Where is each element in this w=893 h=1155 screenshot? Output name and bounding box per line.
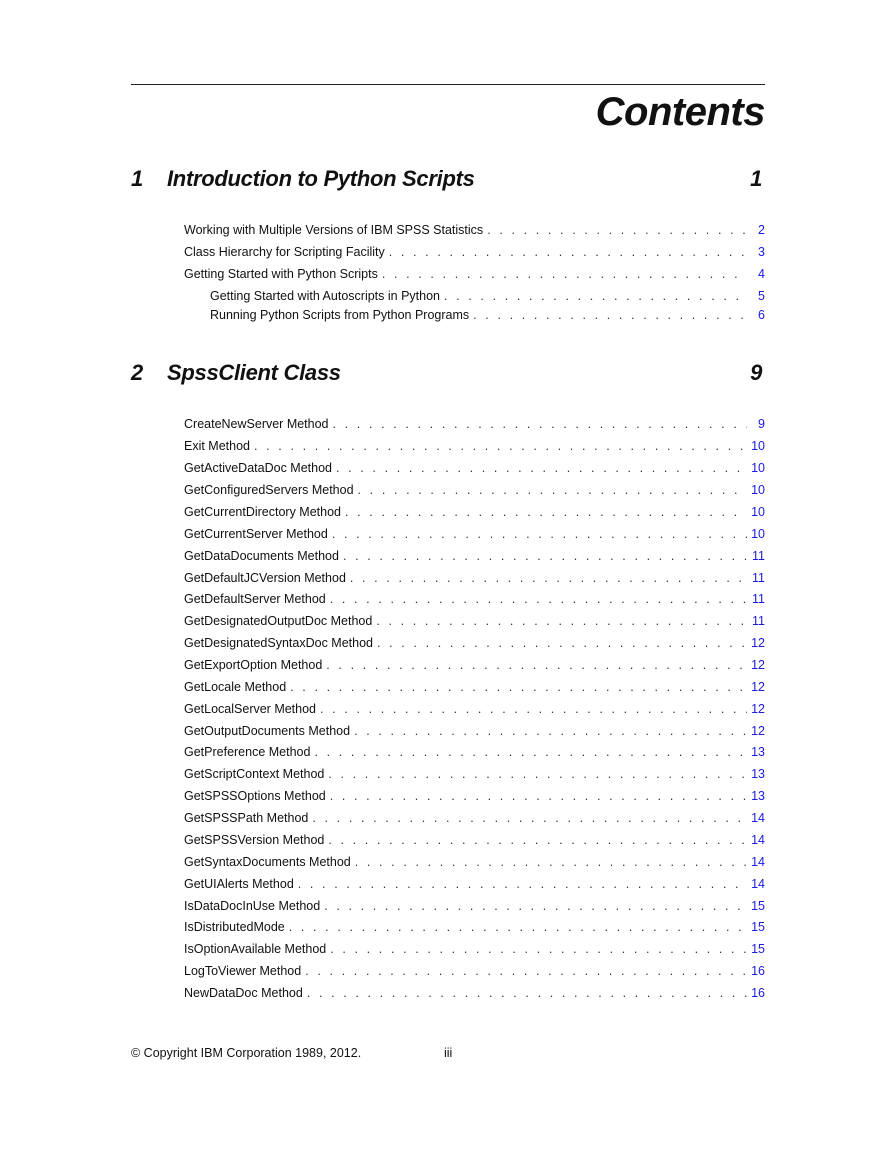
dot-leader — [330, 942, 747, 956]
dot-leader — [345, 505, 747, 519]
toc-entry[interactable] — [184, 525, 765, 543]
toc-entry-page-link[interactable]: 11 — [752, 614, 765, 628]
toc-entry[interactable] — [184, 962, 765, 980]
dot-leader — [312, 811, 747, 825]
toc-entry[interactable] — [184, 700, 765, 718]
toc-entry-label: Getting Started with Python Scripts — [184, 267, 378, 281]
toc-entry-page-link[interactable]: 12 — [751, 702, 765, 716]
toc-entry-page-link[interactable]: 14 — [751, 877, 765, 891]
toc-entry-page-link[interactable]: 12 — [751, 636, 765, 650]
toc-entry[interactable] — [184, 634, 765, 652]
toc-entry-page-link[interactable]: 12 — [751, 724, 765, 738]
toc-entry-label: GetDefaultServer Method — [184, 592, 326, 606]
chapter-page: 1 — [750, 166, 762, 191]
dot-leader — [289, 920, 747, 934]
toc-entry-label: GetSPSSVersion Method — [184, 833, 325, 847]
toc-entry-page-link[interactable]: 15 — [751, 920, 765, 934]
toc-entry-label: GetDesignatedOutputDoc Method — [184, 614, 373, 628]
toc-entry-label: GetCurrentDirectory Method — [184, 505, 342, 519]
chapter-title: Introduction to Python Scripts — [167, 166, 475, 191]
toc-entry[interactable] — [184, 918, 765, 936]
dot-leader — [389, 245, 747, 259]
dot-leader — [298, 877, 747, 891]
dot-leader — [314, 745, 747, 759]
dot-leader — [332, 527, 747, 541]
dot-leader — [307, 986, 747, 1000]
toc-entry[interactable] — [184, 221, 765, 239]
toc-entry[interactable] — [184, 678, 765, 696]
copyright-notice: © Copyright IBM Corporation 1989, 2012. — [131, 1046, 362, 1060]
toc-entry-page-link[interactable]: 4 — [758, 267, 765, 281]
dot-leader — [444, 289, 747, 303]
dot-leader — [330, 592, 747, 606]
dot-leader — [355, 855, 747, 869]
dot-leader — [354, 724, 747, 738]
toc-entry-page-link[interactable]: 11 — [752, 549, 765, 563]
dot-leader — [473, 308, 747, 322]
dot-leader — [330, 789, 747, 803]
toc-entry[interactable] — [184, 809, 765, 827]
toc-entry[interactable] — [184, 743, 765, 761]
toc-entry-page-link[interactable]: 12 — [751, 658, 765, 672]
dot-leader — [358, 483, 747, 497]
dot-leader — [343, 549, 747, 563]
toc-entry[interactable] — [184, 765, 765, 783]
toc-entry[interactable] — [184, 831, 765, 849]
toc-entry-page-link[interactable]: 15 — [751, 899, 765, 913]
toc-entry-label: GetConfiguredServers Method — [184, 483, 354, 497]
toc-entry-page-link[interactable]: 15 — [751, 942, 765, 956]
dot-leader — [324, 899, 747, 913]
chapter-heading-2[interactable] — [131, 360, 765, 388]
toc-entry-page-link[interactable]: 12 — [751, 680, 765, 694]
toc-entry-label: Getting Started with Autoscripts in Python — [210, 289, 440, 303]
chapter-title: SpssClient Class — [167, 360, 341, 385]
chapter-page: 9 — [750, 360, 762, 385]
dot-leader — [328, 767, 747, 781]
toc-entry-page-link[interactable]: 14 — [751, 855, 765, 869]
toc-entry-page-link[interactable]: 14 — [751, 833, 765, 847]
toc-entry[interactable] — [184, 481, 765, 499]
toc-entry-label: GetUIAlerts Method — [184, 877, 294, 891]
toc-entry-label: Class Hierarchy for Scripting Facility — [184, 245, 385, 259]
toc-entry-page-link[interactable]: 13 — [751, 789, 765, 803]
chapter-number: 1 — [131, 166, 143, 191]
toc-entry[interactable] — [184, 853, 765, 871]
toc-entry[interactable] — [184, 569, 765, 587]
page-number: iii — [444, 1046, 453, 1060]
toc-entry-label: CreateNewServer Method — [184, 417, 329, 431]
dot-leader — [376, 614, 747, 628]
toc-entry-label: Working with Multiple Versions of IBM SPSS Statistics — [184, 223, 484, 237]
dot-leader — [305, 964, 747, 978]
dot-leader — [320, 702, 747, 716]
toc-entry-page-link[interactable]: 5 — [758, 289, 765, 303]
toc-entry-page-link[interactable]: 10 — [751, 505, 765, 519]
toc-entry[interactable] — [184, 984, 765, 1002]
toc-entry-label: GetScriptContext Method — [184, 767, 325, 781]
toc-entry[interactable] — [184, 875, 765, 893]
toc-entry[interactable] — [184, 503, 765, 521]
toc-entry[interactable] — [184, 722, 765, 740]
toc-entry[interactable] — [184, 415, 765, 433]
toc-entry-page-link[interactable]: 10 — [751, 527, 765, 541]
toc-entry-page-link[interactable]: 11 — [752, 592, 765, 606]
toc-entry-label: IsDataDocInUse Method — [184, 899, 321, 913]
toc-entry-label: GetSPSSOptions Method — [184, 789, 326, 803]
toc-entry-page-link[interactable]: 14 — [751, 811, 765, 825]
toc-entry-label: GetDesignatedSyntaxDoc Method — [184, 636, 373, 650]
toc-entry-page-link[interactable]: 13 — [751, 745, 765, 759]
toc-entry-page-link[interactable]: 2 — [758, 223, 765, 237]
toc-entry-label: IsDistributedMode — [184, 920, 285, 934]
chapter-number: 2 — [131, 360, 143, 385]
dot-leader — [328, 833, 747, 847]
toc-entry[interactable] — [184, 265, 765, 283]
toc-entry-label: GetDefaultJCVersion Method — [184, 571, 346, 585]
toc-entry-page-link[interactable]: 6 — [758, 308, 765, 322]
toc-entry-label: GetExportOption Method — [184, 658, 323, 672]
toc-entry-label: LogToViewer Method — [184, 964, 302, 978]
toc-entry[interactable] — [184, 437, 765, 455]
toc-entry-page-link[interactable]: 3 — [758, 245, 765, 259]
toc-entry-label: GetActiveDataDoc Method — [184, 461, 332, 475]
chapter-heading-1[interactable] — [131, 166, 765, 194]
dot-leader — [326, 658, 747, 672]
toc-entry-label: Exit Method — [184, 439, 251, 453]
dot-leader — [290, 680, 747, 694]
toc-entry[interactable] — [184, 897, 765, 915]
toc-entry-label: Running Python Scripts from Python Programs — [210, 308, 470, 322]
toc-entry-page-link[interactable]: 11 — [752, 571, 765, 585]
toc-entry[interactable] — [184, 940, 765, 958]
toc-entry-label: GetLocale Method — [184, 680, 287, 694]
toc-entry-page-link[interactable]: 10 — [751, 461, 765, 475]
toc-entry-label: GetCurrentServer Method — [184, 527, 328, 541]
dot-leader — [333, 417, 747, 431]
toc-entry[interactable] — [184, 787, 765, 805]
toc-entry-label: GetSPSSPath Method — [184, 811, 309, 825]
toc-entry[interactable] — [184, 459, 765, 477]
dot-leader — [336, 461, 747, 475]
dot-leader — [382, 267, 747, 281]
toc-entry[interactable] — [184, 547, 765, 565]
toc-entry-label: GetOutputDocuments Method — [184, 724, 351, 738]
dot-leader — [487, 223, 747, 237]
dot-leader — [254, 439, 747, 453]
toc-entry-page-link[interactable]: 9 — [758, 417, 765, 431]
toc-entry-page-link[interactable]: 16 — [751, 986, 765, 1000]
toc-entry[interactable] — [184, 612, 765, 630]
dot-leader — [350, 571, 747, 585]
toc-entry[interactable] — [184, 590, 765, 608]
dot-leader — [377, 636, 747, 650]
page-title: Contents — [595, 90, 765, 134]
toc-subentry[interactable] — [210, 287, 765, 305]
toc-entry-label: GetPreference Method — [184, 745, 311, 759]
toc-subentry[interactable] — [210, 306, 765, 324]
toc-entry-page-link[interactable]: 10 — [751, 483, 765, 497]
toc-entry[interactable] — [184, 243, 765, 261]
toc-entry-label: NewDataDoc Method — [184, 986, 303, 1000]
toc-entry-page-link[interactable]: 13 — [751, 767, 765, 781]
toc-entry-page-link[interactable]: 16 — [751, 964, 765, 978]
toc-entry-label: GetDataDocuments Method — [184, 549, 339, 563]
header-rule — [131, 84, 765, 85]
toc-entry-label: GetLocalServer Method — [184, 702, 317, 716]
toc-entry-page-link[interactable]: 10 — [751, 439, 765, 453]
toc-entry-label: GetSyntaxDocuments Method — [184, 855, 351, 869]
toc-entry[interactable] — [184, 656, 765, 674]
toc-entry-label: IsOptionAvailable Method — [184, 942, 327, 956]
